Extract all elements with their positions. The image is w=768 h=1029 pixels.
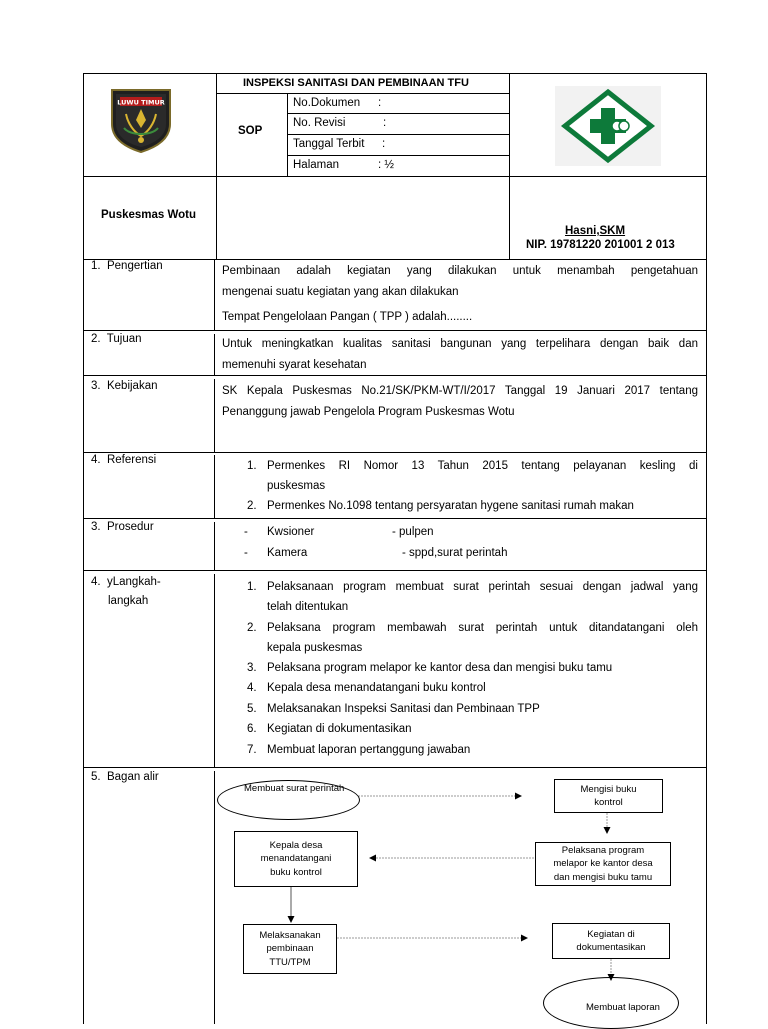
flow-node-text: dokumentasikan xyxy=(576,942,646,953)
field-label: No.Dokumen xyxy=(293,97,361,109)
step-num: 5. xyxy=(247,703,257,715)
referensi-num-1: 1. xyxy=(247,460,257,472)
step-num: 2. xyxy=(247,622,257,634)
step-num: 4. xyxy=(247,682,257,694)
flow-node-pelaksana xyxy=(535,842,671,886)
flow-node-kegiatan xyxy=(552,923,670,959)
flow-node-text: kontrol xyxy=(594,797,623,808)
referensi-num-2: 2. xyxy=(247,500,257,512)
pengertian-line-3: Tempat Pengelolaan Pangan ( TPP ) adalah........ xyxy=(222,311,473,323)
flow-node-text: melapor ke kantor desa xyxy=(553,858,653,870)
tujuan-line-2: memenuhi syarat kesehatan xyxy=(222,359,367,371)
flow-node-text: Kepala desa xyxy=(269,839,323,851)
flow-node-text: dan mengisi buku tamu xyxy=(553,871,653,883)
document-title: INSPEKSI SANITASI DAN PEMBINAAN TFU xyxy=(243,77,469,89)
flow-node-text: Mengisi buku xyxy=(580,783,637,795)
section-label-tujuan: 2. Tujuan xyxy=(91,333,142,345)
flow-end-label: Membuat laporan xyxy=(586,1002,660,1013)
signatory-name: Hasni,SKM xyxy=(565,225,626,237)
tujuan-line-1: Untuk meningkatkan kualitas sanitasi bangunan yang terpelihara dengan baik dan xyxy=(222,338,698,350)
step-5: Melaksanakan Inspeksi Sanitasi dan Pembinaan TPP xyxy=(267,703,540,715)
kebijakan-line-2: Penanggung jawab Pengelola Program Puskesmas Wotu xyxy=(222,406,515,418)
field-value: : xyxy=(382,138,386,150)
kebijakan-line-1: SK Kepala Puskesmas No.21/SK/PKM-WT/I/2017 Tanggal 19 Januari 2017 tentang xyxy=(222,385,698,397)
prosedur-item: Kwsioner xyxy=(267,526,315,538)
referensi-item-2: Permenkes No.1098 tentang persyaratan hygene sanitasi rumah makan xyxy=(267,500,634,512)
step-3: Pelaksana program melapor ke kantor desa dan mengisi buku tamu xyxy=(267,662,613,674)
svg-text:LUWU TIMUR: LUWU TIMUR xyxy=(117,98,165,107)
prosedur-dash: - xyxy=(244,547,248,559)
step-num: 6. xyxy=(247,723,257,735)
flow-node-melaksanakan xyxy=(243,924,337,974)
section-label-kebijakan: 3. Kebijakan xyxy=(91,380,158,392)
flow-node-text: buku kontrol xyxy=(270,866,322,878)
flow-start-label: Membuat surat perintah xyxy=(244,783,345,794)
section-label-langkah-cont: langkah xyxy=(108,595,149,607)
field-value: : xyxy=(378,97,382,109)
flow-node-kepala xyxy=(234,831,358,887)
pengertian-line-2: mengenai suatu kegiatan yang akan dilakukan xyxy=(222,286,459,298)
flow-node-text: Melaksanakan xyxy=(259,929,321,941)
prosedur-item: - pulpen xyxy=(392,526,434,538)
institution-name: Puskesmas Wotu xyxy=(101,209,197,221)
referensi-item-1-line-2: puskesmas xyxy=(267,480,326,492)
flow-node-text: menandatangani xyxy=(260,853,332,865)
flow-node-mengisi xyxy=(554,779,663,813)
prosedur-item: - sppd,surat perintah xyxy=(402,547,508,559)
sop-label: SOP xyxy=(238,125,263,137)
signatory-nip: NIP. 19781220 201001 2 013 xyxy=(526,239,675,251)
step-2-line-2: kepala puskesmas xyxy=(267,642,363,654)
step-1-line-2: telah ditentukan xyxy=(267,601,349,613)
step-7: Membuat laporan pertanggung jawaban xyxy=(267,744,471,756)
step-4: Kepala desa menandatangani buku kontrol xyxy=(267,682,486,694)
field-value: : xyxy=(383,117,387,129)
field-value: : ½ xyxy=(378,159,394,171)
referensi-item-1-line-1: Permenkes RI Nomor 13 Tahun 2015 tentang pelayanan kesling di xyxy=(267,460,698,472)
step-6: Kegiatan di dokumentasikan xyxy=(267,723,412,735)
flow-node-text: pembinaan xyxy=(266,943,314,955)
field-label: No. Revisi xyxy=(293,117,346,129)
step-1-line-1: Pelaksanaan program membuat surat perintah sesuai dengan jadwal yang xyxy=(267,581,698,593)
flow-node-text: Pelaksana program xyxy=(561,844,645,856)
field-label: Halaman xyxy=(293,159,340,171)
step-num: 3. xyxy=(247,662,257,674)
field-label: Tanggal Terbit xyxy=(293,138,365,150)
section-label-pengertian: 1. Pengertian xyxy=(91,260,163,272)
section-label-bagan: 5. Bagan alir xyxy=(91,771,159,783)
step-num: 7. xyxy=(247,744,257,756)
section-label-langkah: 4. yLangkah- xyxy=(91,576,161,588)
prosedur-dash: - xyxy=(244,526,248,538)
pengertian-line-1: Pembinaan adalah kegiatan yang dilakukan untuk menambah pengetahuan xyxy=(222,265,698,277)
section-label-prosedur: 3. Prosedur xyxy=(91,521,154,533)
step-num: 1. xyxy=(247,581,257,593)
flow-node-text: Kegiatan di xyxy=(587,928,635,940)
flow-node-text: TTU/TPM xyxy=(269,956,311,968)
step-2-line-1: Pelaksana program membawah surat perintah untuk ditandatangani oleh xyxy=(267,622,698,634)
section-label-referensi: 4. Referensi xyxy=(91,454,157,466)
prosedur-item: Kamera xyxy=(267,547,308,559)
